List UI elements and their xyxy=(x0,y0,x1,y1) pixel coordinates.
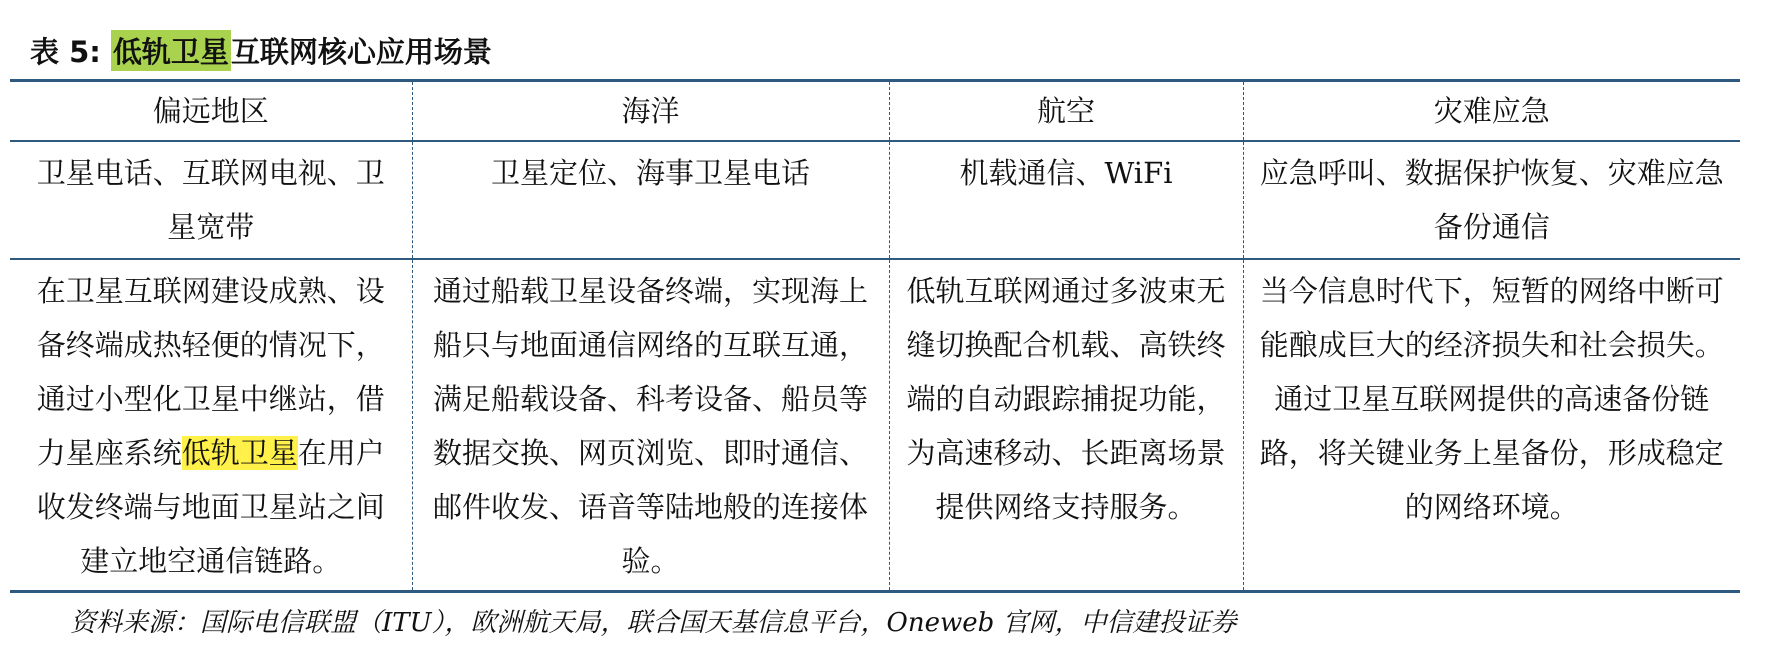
cell-ocean-description: 通过船载卫星设备终端，实现海上船只与地面通信网络的互联互通，满足船载设备、科考设备、船员等数据交换、网页浏览、即时通信、邮件收发、语音等陆地般的连接体验。 xyxy=(412,259,889,592)
title-text: 互联网核心应用场景 xyxy=(230,34,492,69)
cell-disaster-applications: 应急呼叫、数据保护恢复、灾难应急备份通信 xyxy=(1243,141,1740,259)
table-header-row xyxy=(10,81,1740,142)
cell-ocean-applications: 卫星定位、海事卫星电话 xyxy=(412,141,889,259)
scenario-table xyxy=(10,79,1740,593)
table-title xyxy=(30,28,492,72)
remote-description-highlight: 低轨卫星 xyxy=(181,436,298,470)
table-number: 表 5: xyxy=(30,34,101,69)
cell-aviation-description: 低轨互联网通过多波束无缝切换配合机载、高铁终端的自动跟踪捕捉功能，为高速移动、长距离场景提供网络支持服务。 xyxy=(889,259,1243,592)
header-aviation: 航空 xyxy=(889,81,1243,142)
header-ocean: 海洋 xyxy=(412,81,889,142)
header-disaster-emergency: 灾难应急 xyxy=(1243,81,1740,142)
cell-remote-applications: 卫星电话、互联网电视、卫星宽带 xyxy=(10,141,412,259)
table-row-descriptions xyxy=(10,259,1740,592)
title-highlight: 低轨卫星 xyxy=(111,30,231,71)
cell-disaster-description: 当今信息时代下，短暂的网络中断可能酿成巨大的经济损失和社会损失。通过卫星互联网提供的高速备份链路，将关键业务上星备份，形成稳定的网络环境。 xyxy=(1243,259,1740,592)
remote-description-before: 在卫星互联网建设成熟、设备终端成热轻便的情况下，通过小型化卫星中继站，借力星座系统 xyxy=(36,274,385,470)
remote-description-after: 在用户收发终端与地面卫星站之间建立地空通信链路。 xyxy=(36,436,385,578)
table-row-applications xyxy=(10,141,1740,259)
header-remote-areas: 偏远地区 xyxy=(10,81,412,142)
cell-aviation-applications: 机载通信、WiFi xyxy=(889,141,1243,259)
source-note: 资料来源：国际电信联盟（ITU），欧洲航天局，联合国天基信息平台，Oneweb 官网，中信建投证券 xyxy=(70,608,1237,638)
cell-remote-description xyxy=(10,259,412,592)
